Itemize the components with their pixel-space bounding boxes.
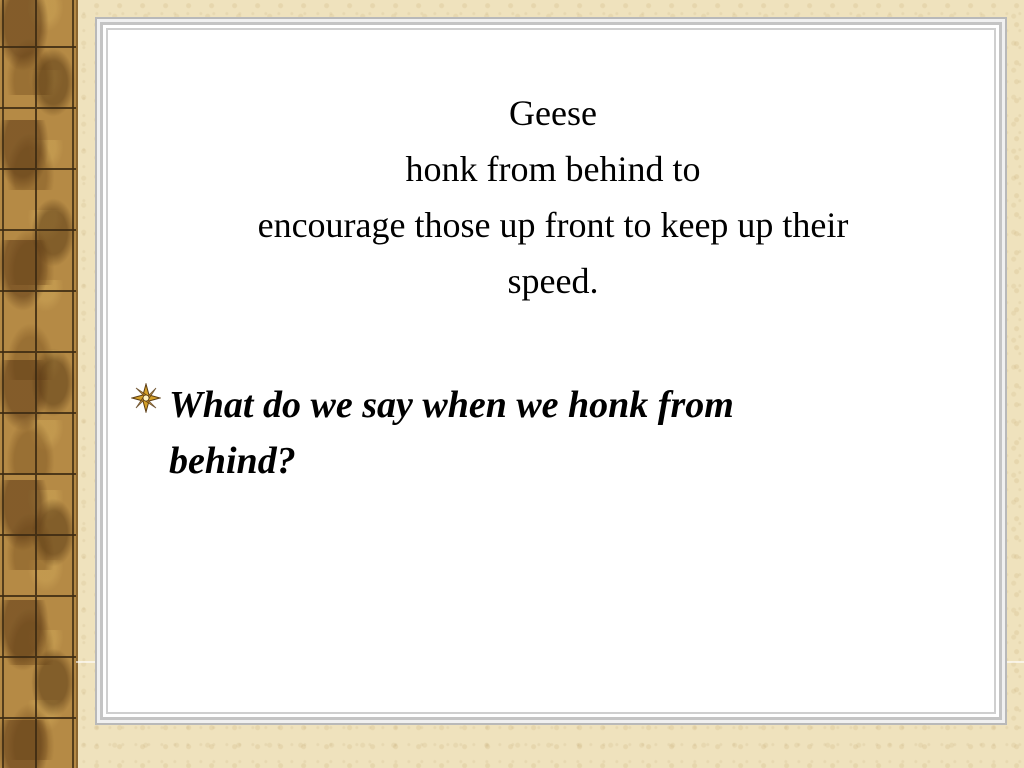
star-burst-icon: [131, 383, 161, 413]
bullet-item: [131, 377, 891, 489]
strip-grid-lines: [0, 0, 76, 768]
title-line-4: speed.: [507, 261, 599, 301]
slide-title: [163, 85, 943, 309]
title-line-3: encourage those up front to keep up their: [257, 205, 849, 245]
title-line-1: Geese: [509, 93, 597, 133]
strip-edge-left: [2, 0, 4, 768]
decorative-side-strip: [0, 0, 78, 768]
slide-panel: [100, 22, 1002, 720]
title-line-2: honk from behind to: [405, 149, 701, 189]
bullet-text: What do we say when we honk from behind?: [169, 384, 734, 482]
strip-edge-right: [72, 0, 74, 768]
